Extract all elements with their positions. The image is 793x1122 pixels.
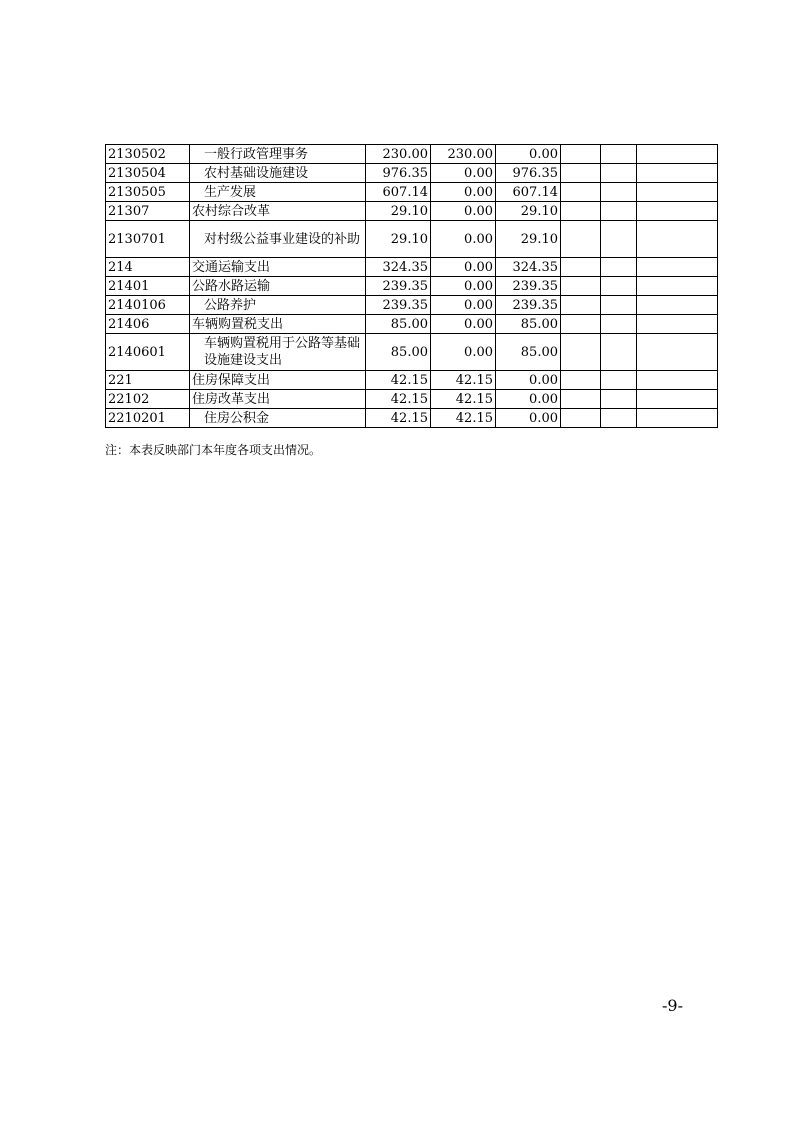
row-code: 2130505 [106, 183, 190, 202]
row-code: 214 [106, 258, 190, 277]
row-basic: 0.00 [431, 183, 496, 202]
empty-cell [561, 145, 601, 164]
table-row [106, 221, 718, 258]
row-code: 2130701 [106, 221, 190, 258]
empty-cell [637, 390, 718, 409]
row-basic: 0.00 [431, 258, 496, 277]
row-total: 239.35 [366, 296, 431, 315]
row-name: 住房公积金 [190, 409, 366, 428]
empty-cell [601, 258, 637, 277]
table-row [106, 409, 718, 428]
empty-cell [637, 202, 718, 221]
table-row [106, 164, 718, 183]
empty-cell [601, 296, 637, 315]
row-total: 42.15 [366, 371, 431, 390]
row-total: 976.35 [366, 164, 431, 183]
row-total: 607.14 [366, 183, 431, 202]
empty-cell [561, 221, 601, 258]
empty-cell [637, 258, 718, 277]
empty-cell [561, 296, 601, 315]
row-total: 85.00 [366, 315, 431, 334]
row-name: 农村基础设施建设 [190, 164, 366, 183]
row-project: 29.10 [496, 202, 561, 221]
row-name: 车辆购置税支出 [190, 315, 366, 334]
row-total: 29.10 [366, 221, 431, 258]
row-basic: 0.00 [431, 277, 496, 296]
row-code: 2130504 [106, 164, 190, 183]
row-code: 2130502 [106, 145, 190, 164]
empty-cell [561, 277, 601, 296]
table-row [106, 334, 718, 371]
empty-cell [637, 221, 718, 258]
row-project: 607.14 [496, 183, 561, 202]
table-row [106, 202, 718, 221]
row-basic: 42.15 [431, 390, 496, 409]
empty-cell [601, 164, 637, 183]
expenditure-table [105, 144, 718, 428]
row-total: 29.10 [366, 202, 431, 221]
row-project: 324.35 [496, 258, 561, 277]
row-basic: 42.15 [431, 371, 496, 390]
empty-cell [601, 409, 637, 428]
row-project: 85.00 [496, 334, 561, 371]
row-code: 22102 [106, 390, 190, 409]
empty-cell [601, 371, 637, 390]
row-project: 0.00 [496, 145, 561, 164]
page-number: -9- [662, 996, 683, 1015]
empty-cell [601, 315, 637, 334]
table-row [106, 145, 718, 164]
empty-cell [561, 164, 601, 183]
table-row [106, 390, 718, 409]
row-name: 公路水路运输 [190, 277, 366, 296]
empty-cell [601, 277, 637, 296]
empty-cell [637, 145, 718, 164]
empty-cell [561, 183, 601, 202]
table-note: 注：本表反映部门本年度各项支出情况。 [105, 443, 322, 457]
table-row [106, 315, 718, 334]
row-project: 239.35 [496, 277, 561, 296]
empty-cell [637, 334, 718, 371]
row-name: 住房改革支出 [190, 390, 366, 409]
empty-cell [637, 315, 718, 334]
table-row [106, 371, 718, 390]
row-name: 住房保障支出 [190, 371, 366, 390]
row-name: 公路养护 [190, 296, 366, 315]
row-basic: 230.00 [431, 145, 496, 164]
row-basic: 42.15 [431, 409, 496, 428]
row-total: 42.15 [366, 390, 431, 409]
table-row [106, 296, 718, 315]
row-project: 239.35 [496, 296, 561, 315]
row-total: 324.35 [366, 258, 431, 277]
empty-cell [601, 145, 637, 164]
row-code: 2210201 [106, 409, 190, 428]
empty-cell [561, 258, 601, 277]
empty-cell [561, 371, 601, 390]
empty-cell [601, 183, 637, 202]
row-basic: 0.00 [431, 334, 496, 371]
row-project: 29.10 [496, 221, 561, 258]
empty-cell [561, 334, 601, 371]
row-code: 21401 [106, 277, 190, 296]
row-code: 21406 [106, 315, 190, 334]
row-project: 976.35 [496, 164, 561, 183]
empty-cell [637, 296, 718, 315]
row-name: 农村综合改革 [190, 202, 366, 221]
row-basic: 0.00 [431, 296, 496, 315]
row-code: 221 [106, 371, 190, 390]
empty-cell [637, 371, 718, 390]
row-name: 生产发展 [190, 183, 366, 202]
empty-cell [561, 202, 601, 221]
row-project: 0.00 [496, 371, 561, 390]
row-total: 42.15 [366, 409, 431, 428]
empty-cell [637, 164, 718, 183]
empty-cell [637, 277, 718, 296]
empty-cell [561, 390, 601, 409]
row-project: 0.00 [496, 390, 561, 409]
table-row [106, 183, 718, 202]
row-name: 交通运输支出 [190, 258, 366, 277]
empty-cell [601, 390, 637, 409]
row-project: 0.00 [496, 409, 561, 428]
row-basic: 0.00 [431, 221, 496, 258]
row-code: 21307 [106, 202, 190, 221]
empty-cell [637, 409, 718, 428]
row-name: 车辆购置税用于公路等基础设施建设支出 [190, 334, 366, 371]
row-name: 对村级公益事业建设的补助 [190, 221, 366, 258]
empty-cell [561, 409, 601, 428]
row-project: 85.00 [496, 315, 561, 334]
row-basic: 0.00 [431, 202, 496, 221]
row-code: 2140601 [106, 334, 190, 371]
empty-cell [601, 202, 637, 221]
row-total: 230.00 [366, 145, 431, 164]
row-basic: 0.00 [431, 164, 496, 183]
row-total: 239.35 [366, 277, 431, 296]
empty-cell [601, 334, 637, 371]
row-code: 2140106 [106, 296, 190, 315]
empty-cell [637, 183, 718, 202]
empty-cell [561, 315, 601, 334]
row-name: 一般行政管理事务 [190, 145, 366, 164]
row-total: 85.00 [366, 334, 431, 371]
row-basic: 0.00 [431, 315, 496, 334]
table-row [106, 258, 718, 277]
table-row [106, 277, 718, 296]
empty-cell [601, 221, 637, 258]
